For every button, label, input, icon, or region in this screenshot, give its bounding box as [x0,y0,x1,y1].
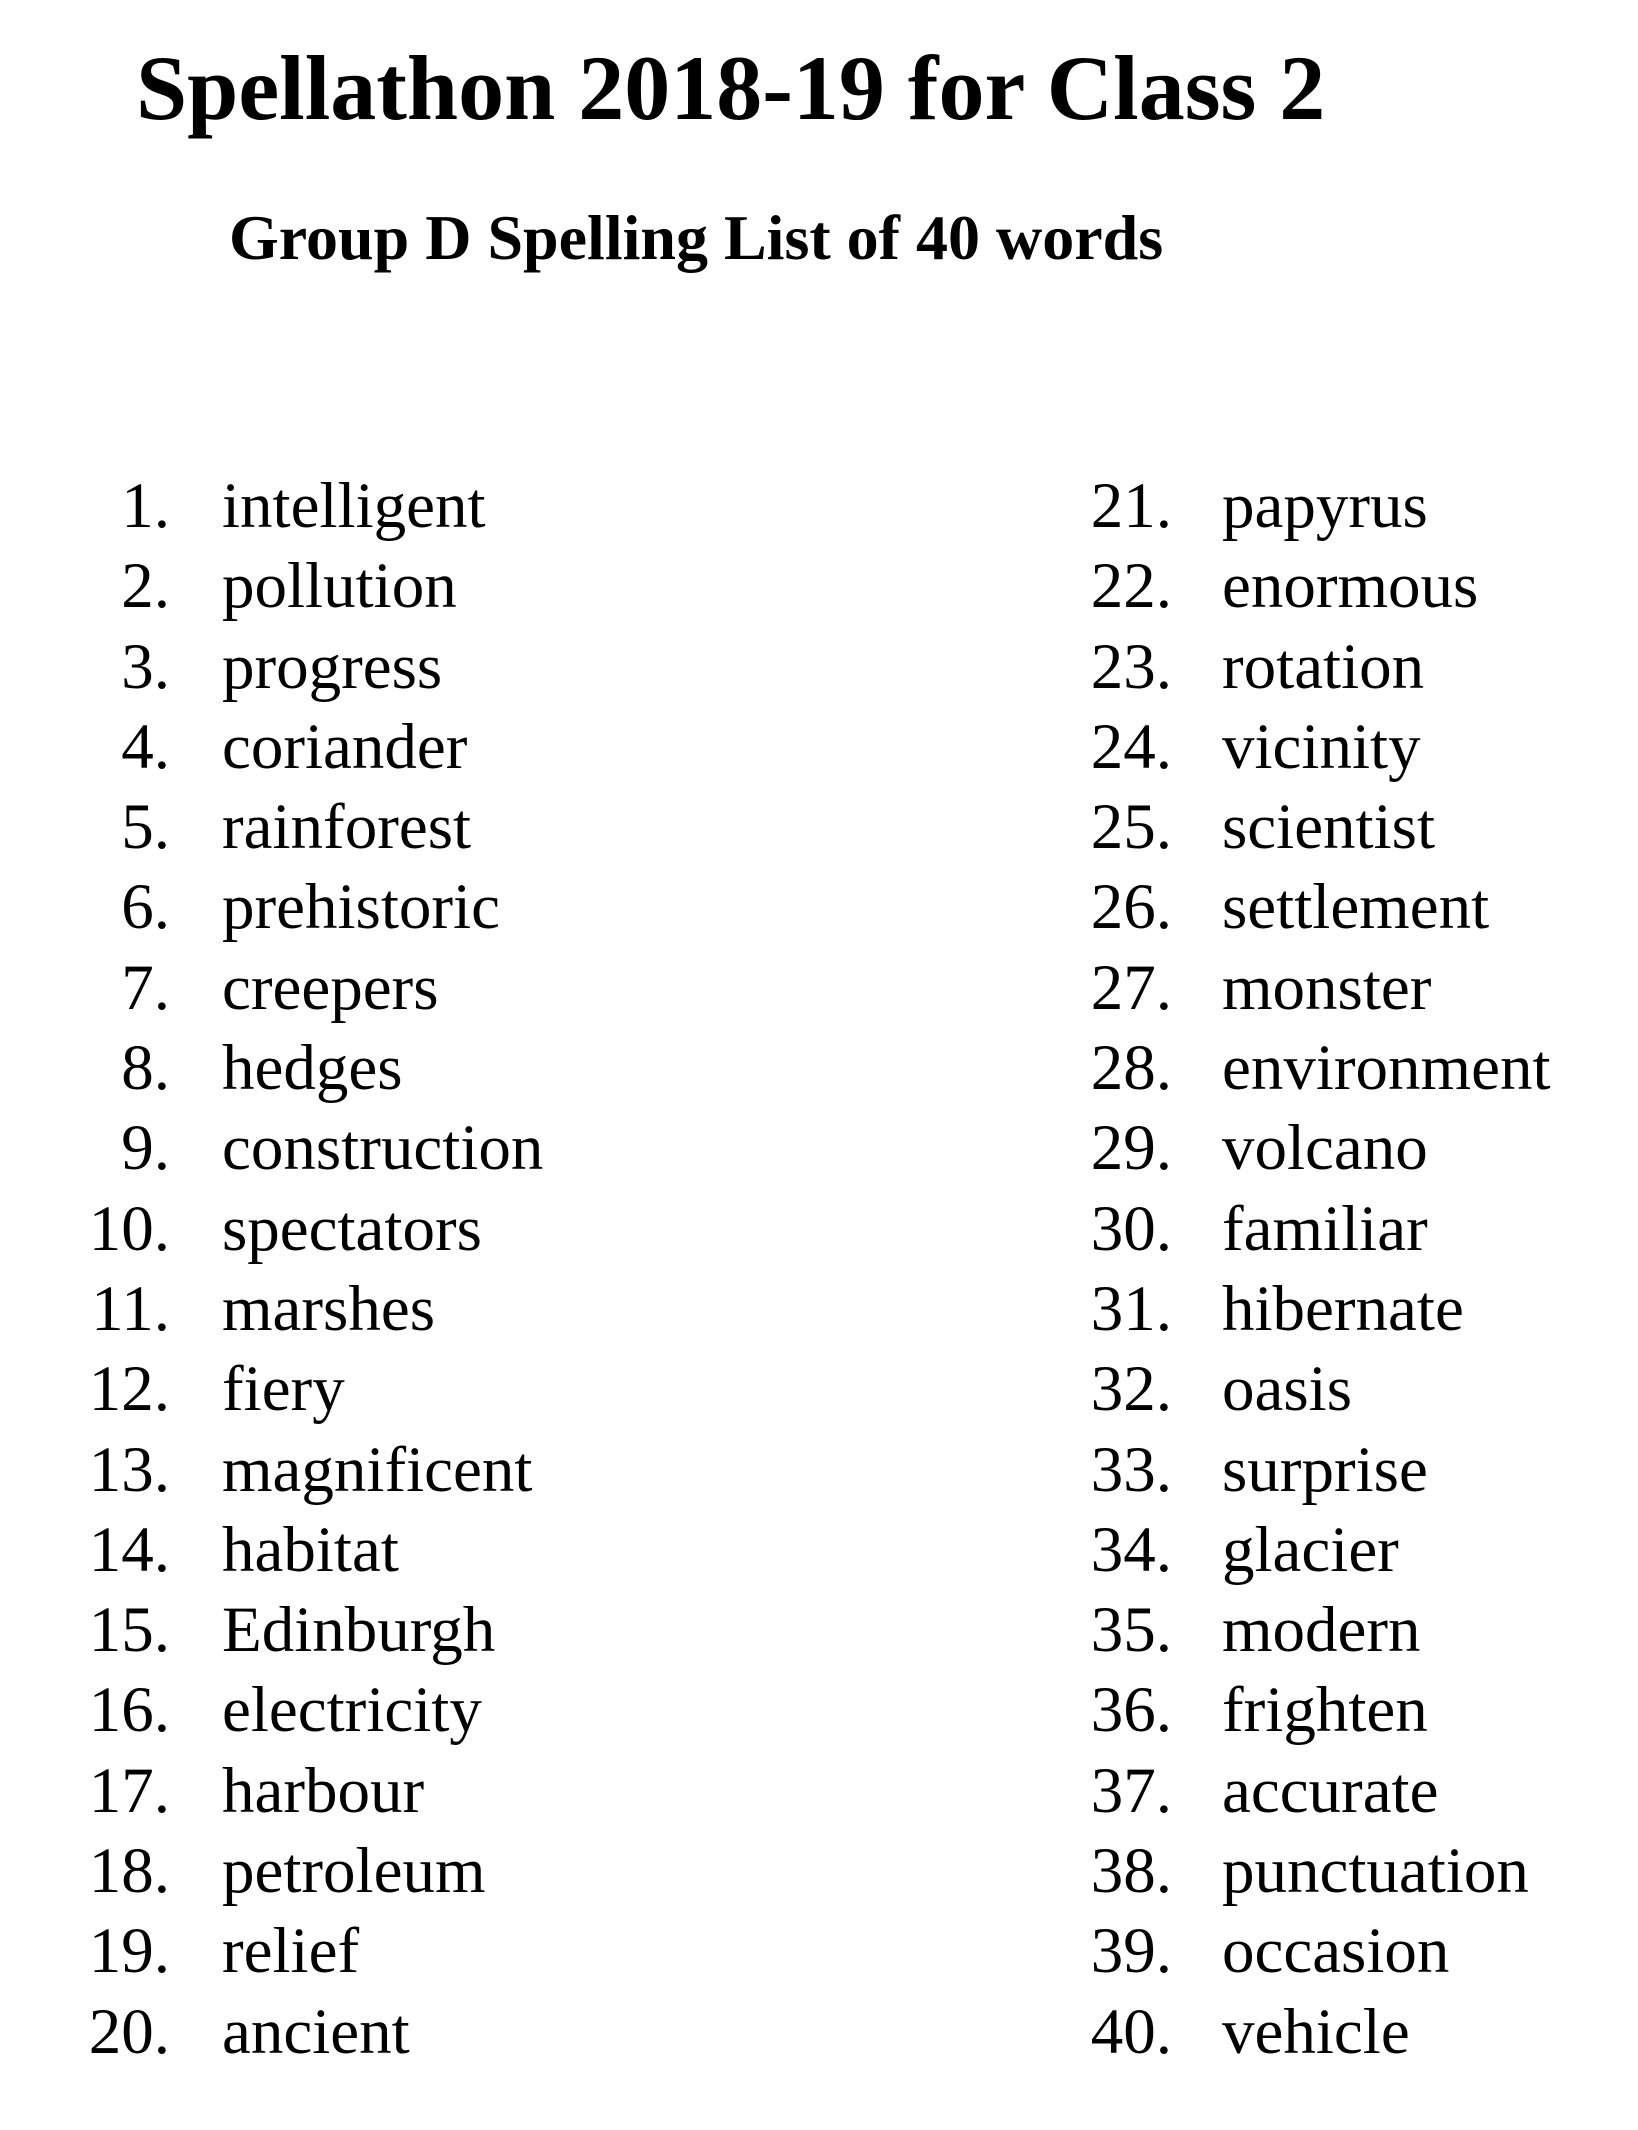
list-item [1000,867,1638,947]
item-number: 35. [1090,1594,1172,1667]
spelling-word: familiar [1222,1192,1428,1265]
spelling-word: intelligent [222,470,486,542]
item-number: 5. [121,791,170,864]
list-item [0,1510,800,1590]
item-number: 13. [88,1433,170,1506]
spelling-word: modern [1222,1594,1421,1667]
list-item [1000,1269,1638,1349]
spelling-word: accurate [1222,1754,1439,1827]
list-item [1000,1751,1638,1831]
item-number: 33. [1090,1433,1172,1506]
spelling-word: Edinburgh [222,1594,496,1667]
list-item [0,1831,800,1911]
item-number: 29. [1090,1112,1172,1185]
list-item [0,1911,800,1991]
spelling-word: punctuation [1222,1835,1529,1908]
spelling-word: coriander [222,710,468,783]
spelling-word: petroleum [222,1835,486,1908]
item-number: 17. [88,1754,170,1827]
spelling-word: relief [222,1915,360,1988]
spelling-word: magnificent [222,1433,533,1506]
list-item [0,1590,800,1670]
item-number: 28. [1090,1032,1172,1105]
list-item [1000,1430,1638,1510]
list-item [1000,707,1638,787]
item-number: 9. [121,1112,170,1185]
item-number: 8. [121,1032,170,1105]
list-item [0,627,800,707]
item-number: 23. [1090,630,1172,703]
list-item [1000,1108,1638,1188]
item-number: 21. [1090,470,1172,542]
item-number: 36. [1090,1674,1172,1747]
spelling-word: fiery [222,1353,345,1426]
spelling-word: pollution [222,550,457,623]
list-item [0,948,800,1028]
item-number: 3. [121,630,170,703]
list-item [0,1189,800,1269]
item-number: 26. [1090,871,1172,944]
spelling-word: harbour [222,1754,425,1827]
spelling-word: rotation [1222,630,1425,703]
spelling-word: prehistoric [222,871,500,944]
list-item [1000,1028,1638,1108]
item-number: 34. [1090,1513,1172,1586]
item-number: 25. [1090,791,1172,864]
item-number: 2. [121,550,170,623]
list-item [1000,1992,1638,2072]
item-number: 27. [1090,951,1172,1024]
spelling-word: hedges [222,1032,403,1105]
spelling-word: electricity [222,1674,482,1747]
spelling-word: oasis [1222,1353,1352,1426]
item-number: 7. [121,951,170,1024]
item-number: 14. [88,1513,170,1586]
list-item [0,1108,800,1188]
spelling-word: creepers [222,951,439,1024]
item-number: 24. [1090,710,1172,783]
item-number: 18. [88,1835,170,1908]
list-item [1000,1349,1638,1429]
list-item [0,1269,800,1349]
list-item [0,1670,800,1750]
item-number: 10. [88,1192,170,1265]
spelling-word: rainforest [222,791,472,864]
item-number: 20. [88,1995,170,2068]
list-item [1000,1670,1638,1750]
spelling-word: papyrus [1222,470,1428,542]
list-item [0,1349,800,1429]
spelling-word: marshes [222,1272,435,1345]
item-number: 11. [91,1272,170,1345]
spelling-word: environment [1222,1032,1551,1105]
list-item [0,1992,800,2072]
spelling-word: construction [222,1112,544,1185]
list-item [0,707,800,787]
spelling-word: monster [1222,951,1432,1024]
list-item [1000,948,1638,1028]
list-item [0,546,800,626]
item-number: 31. [1090,1272,1172,1345]
spelling-word: volcano [1222,1112,1428,1185]
item-number: 37. [1090,1754,1172,1827]
spelling-word: settlement [1222,871,1490,944]
list-item [1000,546,1638,626]
item-number: 32. [1090,1353,1172,1426]
spelling-word: progress [222,630,443,703]
item-number: 30. [1090,1192,1172,1265]
list-item [1000,1189,1638,1269]
item-number: 4. [121,710,170,783]
item-number: 19. [88,1915,170,1988]
item-number: 15. [88,1594,170,1667]
spelling-word: enormous [1222,550,1479,623]
page-title: Spellathon 2018-19 for Class 2 [136,37,1326,139]
spelling-word: surprise [1222,1433,1428,1506]
list-item [1000,1831,1638,1911]
item-number: 16. [88,1674,170,1747]
item-number: 6. [121,871,170,944]
item-number: 1. [121,470,170,542]
spelling-word: hibernate [1222,1272,1464,1345]
list-item [1000,1911,1638,1991]
word-list-left [0,466,800,2072]
spelling-word: ancient [222,1995,410,2068]
spelling-word: occasion [1222,1915,1450,1988]
list-item [0,867,800,947]
list-item [1000,1510,1638,1590]
item-number: 40. [1090,1995,1172,2068]
spelling-word: habitat [222,1513,399,1586]
item-number: 12. [88,1353,170,1426]
list-item [0,1028,800,1108]
spelling-word: spectators [222,1192,482,1265]
spelling-word: scientist [1222,791,1436,864]
list-item [0,466,800,546]
page-subtitle: Group D Spelling List of 40 words [229,202,1164,273]
item-number: 39. [1090,1915,1172,1988]
list-item [0,787,800,867]
list-item [1000,627,1638,707]
spelling-word: glacier [1222,1513,1399,1586]
item-number: 22. [1090,550,1172,623]
spelling-word: vehicle [1222,1995,1410,2068]
spelling-word: vicinity [1222,710,1421,783]
spelling-word: frighten [1222,1674,1428,1747]
list-item [0,1430,800,1510]
list-item [0,1751,800,1831]
list-item [1000,787,1638,867]
item-number: 38. [1090,1835,1172,1908]
word-list-right [1000,466,1638,2072]
list-item [1000,1590,1638,1670]
list-item [1000,466,1638,546]
